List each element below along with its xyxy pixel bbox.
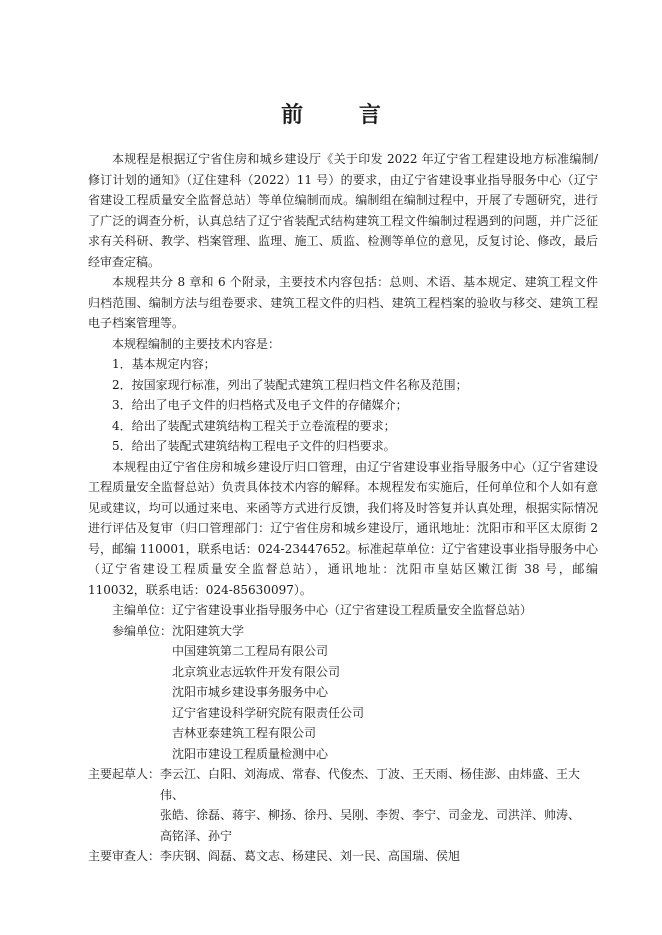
paragraph-scope: 本规程共分 8 章和 6 个附录，主要技术内容包括：总则、术语、基本规定、建筑工程文件归档范围、编制方法与组卷要求、建筑工程文件的归档、建筑工程档案的验收与移交、建筑工程电子档案管理等。: [88, 275, 598, 330]
list-item: 4．给出了装配式建筑结构工程关于立卷流程的要求；: [112, 418, 396, 433]
list-item: 吉林亚泰建筑工程有限公司: [172, 726, 317, 740]
foreword-body: [88, 149, 598, 867]
participating-units-label: 参编单位：: [112, 623, 173, 638]
chief-unit-value: 辽宁省建设事业指导服务中心（辽宁省建设工程质量安全监督总站）: [172, 603, 533, 617]
list-item: 沈阳市城乡建设事务服务中心: [172, 685, 329, 699]
participating-units-row: [88, 621, 598, 765]
list-item: 中国建筑第二工程局有限公司: [172, 644, 329, 658]
list-item: 沈阳建筑大学: [172, 623, 245, 638]
paragraph-basis: 本规程是根据辽宁省住房和城乡建设厅《关于印发 2022 年辽宁省工程建设地方标准编制/修订计划的通知》（辽住建科（2022）11 号）的要求，由辽宁省建设事业指导服务中心（辽宁省建设工程质量安全监督总站）等单位编制而成。编制组在编制过程中，开展了专题研究，进行了广泛的调查分析，认真总结了辽宁省装配式结构建筑工程文件编制过程遇到的问题，并广泛征求有关科研、教学、档案管理、监理、施工、质监、检测等单位的意见，反复讨论、修改，最后经审查定稿。: [88, 152, 598, 269]
chief-unit-row: [88, 600, 598, 621]
list-item: 北京筑业志远软件开发有限公司: [172, 664, 341, 679]
paragraph-contents-intro: 本规程编制的主要技术内容是：: [112, 336, 281, 351]
paragraph-management: 本规程由辽宁省住房和城乡建设厅归口管理，由辽宁省建设事业指导服务中心（辽宁省建设工程质量安全监督总站）负责具体技术内容的解释。本规程发布实施后，任何单位和个人如有意见或建议，均可以通过来电、来函等方式进行反馈，我们将及时答复并认真处理，根据实际情况进行评估及复审（归口管理部门：辽宁省住房和城乡建设厅，通讯地址：沈阳市和平区太原街 2 号，邮编 110001，联系电话：024-23447652。标准起草单位：辽宁省建设事业指导服务中心（辽宁省建设工程质量安全监督总站），通讯地址：沈阳市皇姑区嫩江街 38 号，邮编 110032，联系电话：024-85630097）。: [88, 459, 598, 597]
list-item: 5．给出了装配式建筑结构工程电子文件的归档要求。: [112, 439, 396, 453]
reviewers-value: 李庆钢、阎磊、葛文志、杨建民、刘一民、高国瑞、侯旭: [160, 849, 461, 863]
drafters-row: [88, 764, 598, 846]
list-item: 沈阳市建设工程质量检测中心: [172, 746, 329, 761]
list-item: 1．基本规定内容；: [112, 357, 216, 371]
page-title: 前 言: [281, 103, 405, 128]
drafters-label: 主要起草人：: [88, 767, 161, 781]
list-item: 高铭泽、孙宁: [160, 828, 233, 843]
list-item: 辽宁省建设科学研究院有限责任公司: [172, 705, 365, 720]
list-item: 3．给出了电子文件的归档格式及电子文件的存储媒介；: [112, 398, 408, 412]
reviewers-label: 主要审查人：: [88, 849, 161, 863]
chief-unit-label: 主编单位：: [112, 603, 173, 617]
list-item: 2．按国家现行标准，列出了装配式建筑工程归档文件名称及范围；: [112, 377, 468, 392]
list-item: 张皓、徐磊、蒋宇、柳扬、徐丹、吴刚、李贺、李宁、司金龙、司洪洋、帅涛、: [160, 808, 581, 822]
participating-units-list: [172, 621, 598, 765]
list-item: 李云江、白阳、刘海成、常春、代俊杰、丁波、王天雨、杨佳澎、由炜盛、王大伟、: [160, 767, 581, 802]
reviewers-row: [88, 846, 598, 867]
drafters-list: [160, 764, 598, 846]
